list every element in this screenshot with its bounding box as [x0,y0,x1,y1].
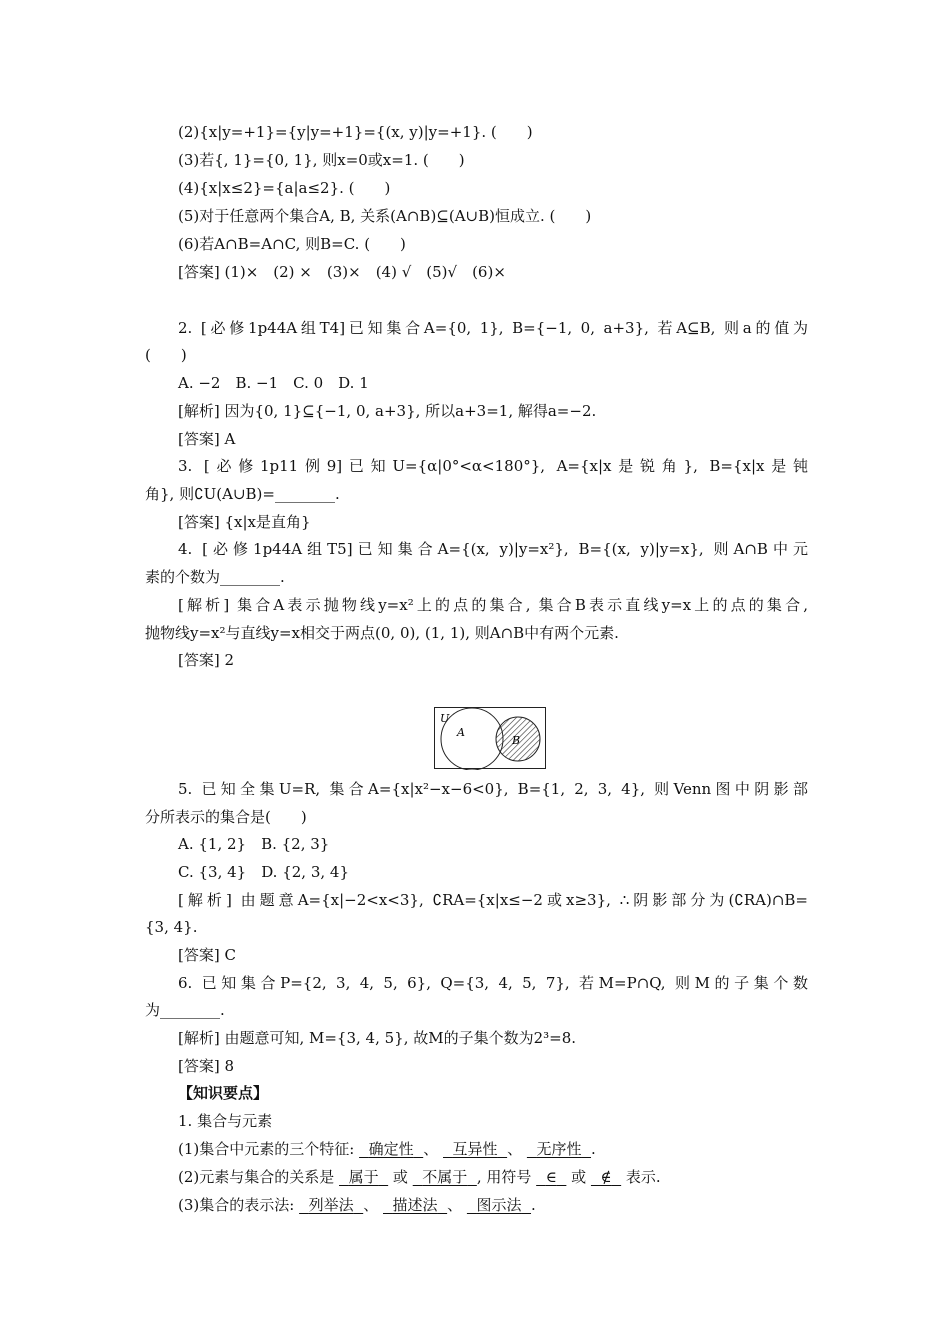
question-3: 3. [必修1p11例9]已知U={α|0°<α<180°}, A={x|x是锐角}, B={x|x是钝 [178,457,808,475]
question-2-cont: ( ) [145,346,187,364]
fact-2-blank-1: 属于 [348,1168,379,1186]
question-5-options-ab: A. {1, 2} B. {2, 3} [178,835,330,853]
fact-1-text: (1)集合中元素的三个特征: [178,1140,355,1158]
analysis-4: [解析] 集合A表示抛物线y=x²上的点的集合, 集合B表示直线y=x上的点的集合, [178,596,808,614]
answer-6: [答案] 8 [178,1057,235,1075]
answer-5: [答案] C [178,946,236,964]
fact-3-text: (3)集合的表示法: [178,1196,295,1214]
section-heading: 【知识要点】 [178,1084,269,1102]
analysis-5: [解析] 由题意A={x|−2<x<3}, ∁RA={x|x≤−2或x≥3}, ∴阴影部分为(∁RA)∩B= [178,891,808,909]
judge-item-6: (6)若A∩B=A∩C, 则B=C. ( ) [178,235,406,253]
fact-3-blank-3: 图示法 [476,1196,522,1214]
question-5-cont: 分所表示的集合是( ) [145,808,307,826]
fact-2-end: 表示. [625,1168,661,1186]
judge-item-5: (5)对于任意两个集合A, B, 关系(A∩B)⊆(A∪B)恒成立. ( ) [178,207,592,225]
fact-3-blank-2: 描述法 [392,1196,438,1214]
question-6-cont: 为________. [145,1001,225,1019]
set-a-circle [441,708,503,770]
fact-1-sep: 、 [423,1140,439,1158]
fact-2 [178,1167,808,1187]
question-2: 2. [必修1p44A组T4]已知集合A={0, 1}, B={−1, 0, a+3}, 若A⊆B, 则a的值为 [178,319,808,337]
fact-2-blank-2: 不属于 [422,1168,468,1186]
question-2-options: A. −2 B. −1 C. 0 D. 1 [178,374,369,392]
judge-item-3: (3)若{, 1}={0, 1}, 则x=0或x=1. ( ) [178,151,465,169]
fact-1 [178,1139,808,1159]
question-6: 6. 已知集合P={2, 3, 4, 5, 6}, Q={3, 4, 5, 7}, 若M=P∩Q, 则M的子集个数 [178,974,808,992]
answer-2: [答案] A [178,430,236,448]
analysis-6: [解析] 由题意可知, M={3, 4, 5}, 故M的子集个数为2³=8. [178,1029,577,1047]
analysis-4-cont: 抛物线y=x²与直线y=x相交于两点(0, 0), (1, 1), 则A∩B中有两个元素. [145,624,619,642]
fact-2-or: 或 [571,1168,587,1186]
fact-1-blank-3: 无序性 [536,1140,582,1158]
fact-1-sep: 、 [507,1140,523,1158]
fact-3-sep: 、 [447,1196,463,1214]
fact-3 [178,1195,808,1215]
analysis-2: [解析] 因为{0, 1}⊆{−1, 0, a+3}, 所以a+3=1, 解得a=−2. [178,402,597,420]
judge-item-2: (2){x|y=+1}={y|y=+1}={(x, y)|y=+1}. ( ) [178,123,533,141]
fact-1-blank-2: 互异性 [452,1140,498,1158]
question-4: 4. [必修1p44A组T5]已知集合A={(x, y)|y=x²}, B={(x, y)|y=x}, 则A∩B中元 [178,540,808,558]
answer-4: [答案] 2 [178,651,235,669]
question-5-options-cd: C. {3, 4} D. {2, 3, 4} [178,863,350,881]
fact-1-blank-1: 确定性 [368,1140,414,1158]
question-4-cont: 素的个数为________. [145,568,285,586]
venn-label-u: U [440,712,450,725]
fact-3-end: . [531,1196,536,1214]
fact-3-sep: 、 [363,1196,379,1214]
judge-item-4: (4){x|x≤2}={a|a≤2}. ( ) [178,179,391,197]
subsection-heading: 1. 集合与元素 [178,1112,273,1130]
analysis-5-cont: {3, 4}. [145,918,198,936]
question-5: 5. 已知全集U=R, 集合A={x|x²−x−6<0}, B={1, 2, 3, 4}, 则Venn图中阴影部 [178,780,808,798]
fact-2-mid: , 用符号 [476,1168,532,1186]
question-3-cont: 角}, 则∁U(A∪B)=________. [145,485,340,503]
fact-2-blank-4: ∉ [600,1168,612,1186]
venn-label-b: B [512,734,521,747]
venn-diagram [434,707,546,769]
fact-2-text: (2)元素与集合的关系是 [178,1168,335,1186]
answer-3: [答案] {x|x是直角} [178,513,311,531]
answer-1: [答案] (1)× (2) × (3)× (4) √ (5)√ (6)× [178,263,506,281]
venn-label-a: A [457,726,465,739]
fact-2-or: 或 [392,1168,408,1186]
fact-1-end: . [591,1140,596,1158]
fact-2-blank-3: ∈ [545,1168,557,1186]
fact-3-blank-1: 列举法 [308,1196,354,1214]
